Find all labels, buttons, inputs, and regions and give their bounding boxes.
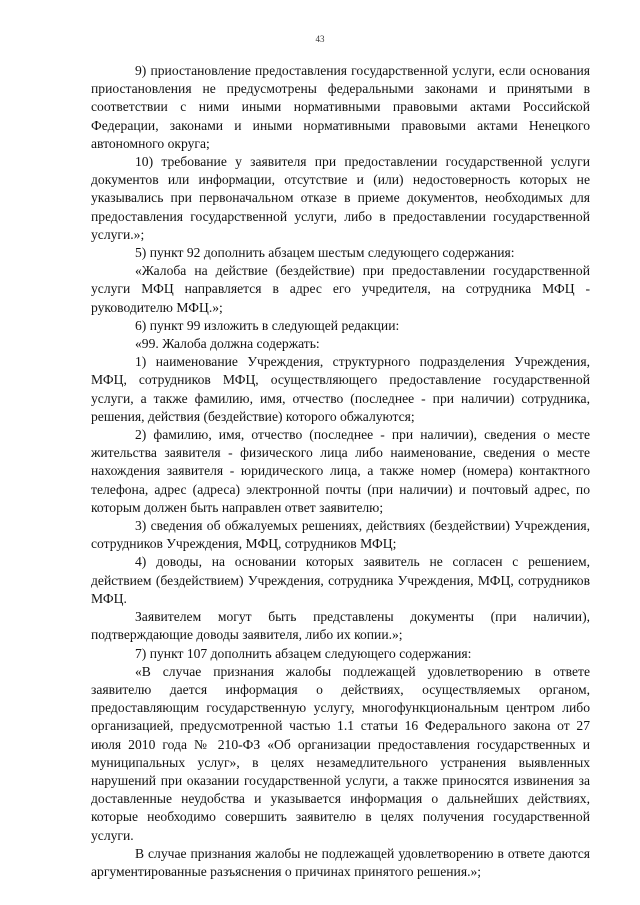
- paragraph-amendment-5: 5) пункт 92 дополнить абзацем шестым следующего содержания:: [135, 245, 515, 261]
- paragraph-supporting-documents: Заявителем могут быть представлены документы (при наличии), подтверждающие доводы заявителя, либо их копии.»;: [91, 609, 590, 643]
- paragraph-clause-99-item-4: 4) доводы, на основании которых заявитель не согласен с решением, действием (бездействием) Учреждения, сотрудника Учреждения, МФЦ, сотрудников МФЦ.: [91, 554, 590, 606]
- paragraph-amendment-7: 7) пункт 107 дополнить абзацем следующего содержания:: [135, 645, 472, 661]
- paragraph-amendment-6: 6) пункт 99 изложить в следующей редакции:: [135, 317, 400, 333]
- paragraph-item-9: 9) приостановление предоставления государственной услуги, если основания приостановления не предусмотрены федеральными законами и принятыми в соответствии с ними иными нормативными правовыми актами Российской Федерации, законами и иными нормативными правовыми актами Ненецкого автономного округа;: [91, 63, 590, 151]
- paragraph-item-10: 10) требование у заявителя при предоставлении государственной услуги документов или информации, отсутствие и (или) недостоверность которых не указывались при первоначальном отказе в приеме документов, необходимых для предоставления государственной услуги, либо в предоставлении государственной услуги.»;: [91, 154, 590, 242]
- paragraph-clause-99-item-3: 3) сведения об обжалуемых решениях, действиях (бездействии) Учреждения, сотрудников Учреждения, МФЦ, сотрудников МФЦ;: [91, 518, 590, 552]
- document-body: [91, 62, 590, 881]
- page-number: 43: [315, 34, 325, 44]
- paragraph-clause-99: «99. Жалоба должна содержать:: [135, 336, 320, 352]
- paragraph-complaint-satisfied: «В случае признания жалобы подлежащей удовлетворению в ответе заявителю дается информация о действиях, осуществляемых органом, предоставляющим государственную услугу, многофункциональным центром либо организацией, предусмотренной частью 1.1 статьи 16 Федерального закона от 27 июля 2010 года № 210-ФЗ «Об организации предоставления государственных и муниципальных услуг», в целях незамедлительного устранения выявленных нарушений при оказании государственной услуги, а также приносятся извинения за доставленные неудобства и указывается информация о дальнейших действиях, которые необходимо совершить заявителю в целях получения государственной услуги.: [91, 663, 590, 843]
- paragraph-clause-99-item-1: 1) наименование Учреждения, структурного подразделения Учреждения, МФЦ, сотрудников МФЦ, осуществляющего предоставление государственной услуги, а также фамилию, имя, отчество (последнее - при наличии) сотрудника, решения, действия (бездействие) которого обжалуются;: [91, 354, 590, 424]
- paragraph-complaint-rejected: В случае признания жалобы не подлежащей удовлетворению в ответе даются аргументированные разъяснения о причинах принятого решения.»;: [91, 845, 590, 879]
- paragraph-clause-99-item-2: 2) фамилию, имя, отчество (последнее - при наличии), сведения о месте жительства заявителя - физического лица либо наименование, сведения о месте нахождения заявителя - юридического лица, а также номер (номера) контактного телефона, адрес (адреса) электронной почты (при наличии) и почтовый адрес, по которым должен быть направлен ответ заявителю;: [91, 427, 590, 515]
- paragraph-complaint-mfc: «Жалоба на действие (бездействие) при предоставлении государственной услуги МФЦ направляется в адрес его учредителя, на сотрудника МФЦ - руководителю МФЦ.»;: [91, 263, 590, 315]
